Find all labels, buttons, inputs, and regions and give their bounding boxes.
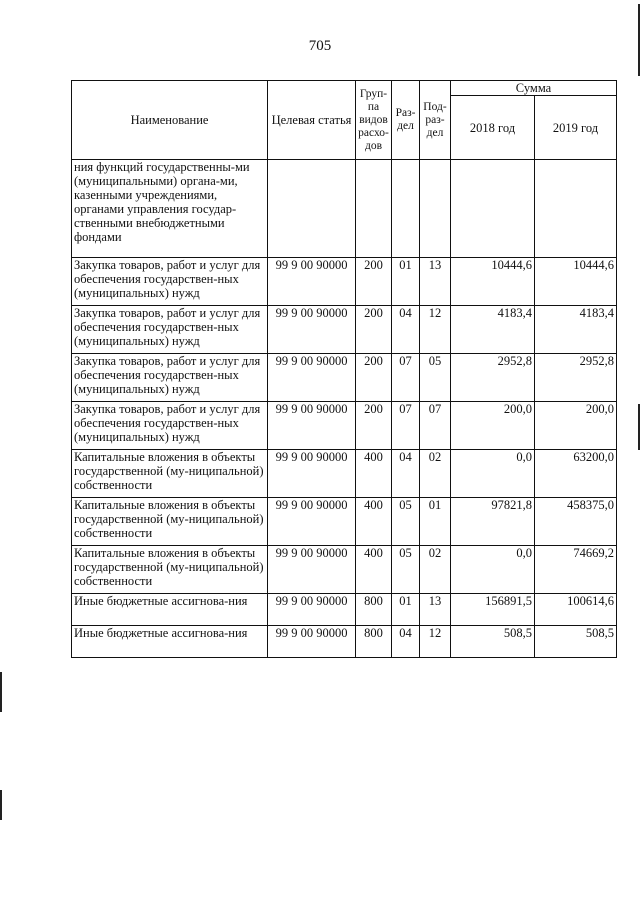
row-amount-2019: 200,0: [535, 402, 617, 450]
row-section: 01: [392, 594, 420, 626]
row-section: 05: [392, 498, 420, 546]
table-row: [72, 258, 617, 306]
row-section: 04: [392, 450, 420, 498]
row-target: 99 9 00 90000: [268, 258, 356, 306]
row-group: 200: [356, 258, 392, 306]
table-row: [72, 402, 617, 450]
continuation-text: ния функций государственны-ми (муниципальными) органа-ми, казенными учреждениями, органами управления государ-ственными внебюджетными фондами: [72, 160, 268, 258]
table-row: [72, 450, 617, 498]
row-group: 400: [356, 450, 392, 498]
row-subsection: 02: [420, 546, 451, 594]
row-amount-2019: 10444,6: [535, 258, 617, 306]
row-target: 99 9 00 90000: [268, 498, 356, 546]
row-amount-2019: 74669,2: [535, 546, 617, 594]
row-section: 07: [392, 354, 420, 402]
table-row: [72, 498, 617, 546]
row-name: Закупка товаров, работ и услуг для обеспечения государствен-ных (муниципальных) нужд: [72, 402, 268, 450]
row-amount-2018: 0,0: [451, 546, 535, 594]
header-target: Целевая статья: [268, 81, 356, 160]
header-section: Раз-дел: [392, 81, 420, 160]
row-subsection: 02: [420, 450, 451, 498]
header-year-2018: 2018 год: [451, 96, 535, 160]
table-row: [72, 546, 617, 594]
table-row: [72, 594, 617, 626]
row-group: 800: [356, 594, 392, 626]
scan-mark-left: [0, 672, 2, 712]
row-amount-2019: 4183,4: [535, 306, 617, 354]
row-amount-2018: 200,0: [451, 402, 535, 450]
scan-mark-left-bottom: [0, 790, 2, 820]
row-group: 400: [356, 546, 392, 594]
row-amount-2018: 508,5: [451, 626, 535, 658]
row-subsection: 12: [420, 306, 451, 354]
header-name: Наименование: [72, 81, 268, 160]
row-name: Закупка товаров, работ и услуг для обеспечения государствен-ных (муниципальных) нужд: [72, 354, 268, 402]
row-subsection: 13: [420, 258, 451, 306]
row-amount-2018: 97821,8: [451, 498, 535, 546]
row-subsection: 12: [420, 626, 451, 658]
row-name: Капитальные вложения в объекты государственной (му-ниципальной) собственности: [72, 450, 268, 498]
row-name: Капитальные вложения в объекты государственной (му-ниципальной) собственности: [72, 498, 268, 546]
row-section: 05: [392, 546, 420, 594]
row-target: 99 9 00 90000: [268, 594, 356, 626]
row-section: 04: [392, 626, 420, 658]
row-amount-2019: 508,5: [535, 626, 617, 658]
row-name: Капитальные вложения в объекты государственной (му-ниципальной) собственности: [72, 546, 268, 594]
header-group: Груп-па видов расхо-дов: [356, 81, 392, 160]
row-section: 01: [392, 258, 420, 306]
row-group: 200: [356, 402, 392, 450]
row-amount-2019: 100614,6: [535, 594, 617, 626]
row-target: 99 9 00 90000: [268, 546, 356, 594]
row-target: 99 9 00 90000: [268, 354, 356, 402]
row-section: 07: [392, 402, 420, 450]
row-amount-2018: 0,0: [451, 450, 535, 498]
table-row: [72, 354, 617, 402]
row-amount-2018: 156891,5: [451, 594, 535, 626]
table-row: [72, 306, 617, 354]
row-target: 99 9 00 90000: [268, 306, 356, 354]
row-section: 04: [392, 306, 420, 354]
header-year-2019: 2019 год: [535, 96, 617, 160]
row-amount-2018: 2952,8: [451, 354, 535, 402]
table-row: [72, 626, 617, 658]
continuation-row: [72, 160, 617, 258]
row-amount-2019: 63200,0: [535, 450, 617, 498]
row-name: Закупка товаров, работ и услуг для обеспечения государствен-ных (муниципальных) нужд: [72, 258, 268, 306]
row-subsection: 13: [420, 594, 451, 626]
row-group: 800: [356, 626, 392, 658]
row-amount-2018: 4183,4: [451, 306, 535, 354]
row-target: 99 9 00 90000: [268, 450, 356, 498]
row-name: Иные бюджетные ассигнова-ния: [72, 594, 268, 626]
budget-table: [71, 80, 617, 658]
page-number: 705: [308, 38, 332, 54]
row-group: 400: [356, 498, 392, 546]
row-group: 200: [356, 354, 392, 402]
row-amount-2019: 2952,8: [535, 354, 617, 402]
row-subsection: 01: [420, 498, 451, 546]
row-subsection: 07: [420, 402, 451, 450]
row-group: 200: [356, 306, 392, 354]
row-name: Закупка товаров, работ и услуг для обеспечения государствен-ных (муниципальных) нужд: [72, 306, 268, 354]
row-target: 99 9 00 90000: [268, 402, 356, 450]
row-subsection: 05: [420, 354, 451, 402]
row-amount-2019: 458375,0: [535, 498, 617, 546]
row-name: Иные бюджетные ассигнова-ния: [72, 626, 268, 658]
row-amount-2018: 10444,6: [451, 258, 535, 306]
header-subsection: Под-раз-дел: [420, 81, 451, 160]
row-target: 99 9 00 90000: [268, 626, 356, 658]
header-sum: Сумма: [451, 81, 617, 96]
